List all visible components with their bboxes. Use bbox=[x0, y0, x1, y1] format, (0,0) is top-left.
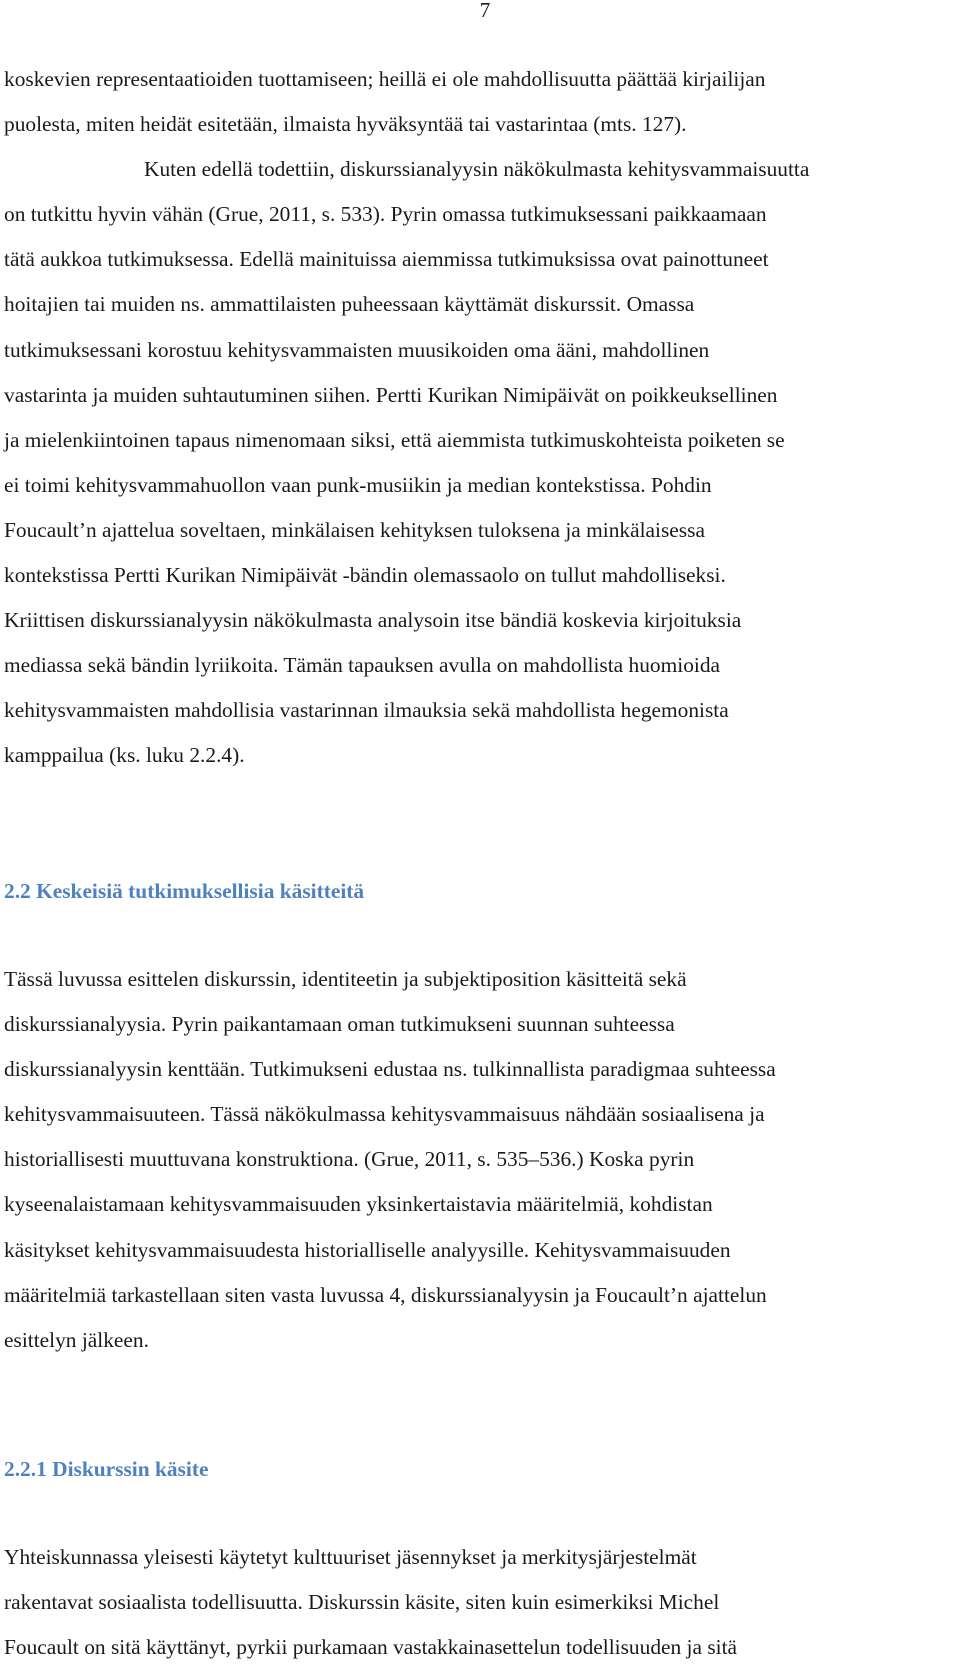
text-line: koskevien representaatioiden tuottamiseen; heillä ei ole mahdollisuutta päättää kirjailijan bbox=[4, 67, 766, 91]
page-number: 7 bbox=[479, 0, 491, 22]
text-line: historiallisesti muuttuvana konstruktiona. (Grue, 2011, s. 535–536.) Koska pyrin bbox=[4, 1147, 695, 1172]
text-line: kontekstissa Pertti Kurikan Nimipäivät -bändin olemassaolo on tullut mahdolliseksi. bbox=[4, 563, 726, 588]
text-line: mediassa sekä bändin lyriikoita. Tämän tapauksen avulla on mahdollista huomioida bbox=[4, 653, 721, 678]
paragraph-discourse bbox=[4, 1535, 956, 1670]
section-heading-2-2: 2.2 Keskeisiä tutkimuksellisia käsitteitä bbox=[4, 879, 365, 903]
text-line: Kriittisen diskurssianalyysin näkökulmasta analysoin itse bändiä koskevia kirjoituksia bbox=[4, 608, 742, 633]
text-line: kehitysvammaisuuteen. Tässä näkökulmassa kehitysvammaisuus nähdään sosiaalisena ja bbox=[4, 1102, 765, 1127]
text-line: puolesta, miten heidät esitetään, ilmaista hyväksyntää tai vastarintaa (mts. 127). bbox=[4, 112, 687, 137]
text-line: diskurssianalyysia. Pyrin paikantamaan oman tutkimukseni suunnan suhteessa bbox=[4, 1012, 675, 1037]
text-line: kehitysvammaisten mahdollisia vastarinnan ilmauksia sekä mahdollista hegemonista bbox=[4, 698, 729, 723]
text-line: kamppailua (ks. luku 2.2.4). bbox=[4, 743, 245, 768]
text-line: Yhteiskunnassa yleisesti käytetyt kulttuuriset jäsennykset ja merkitysjärjestelmät bbox=[4, 1545, 697, 1569]
text-line: tätä aukkoa tutkimuksessa. Edellä mainituissa aiemmissa tutkimuksissa ovat painottuneet bbox=[4, 247, 769, 272]
text-line: kyseenalaistamaan kehitysvammaisuuden yksinkertaistavia määritelmiä, kohdistan bbox=[4, 1192, 713, 1217]
text-line: esittelyn jälkeen. bbox=[4, 1327, 149, 1352]
text-line: rakentavat sosiaalista todellisuutta. Diskurssin käsite, siten kuin esimerkiksi Michel bbox=[4, 1590, 720, 1615]
text-line: Foucault’n ajattelua soveltaen, minkälaisen kehityksen tuloksena ja minkälaisessa bbox=[4, 517, 705, 542]
section-heading-2-2-1: 2.2.1 Diskurssin käsite bbox=[4, 1457, 209, 1481]
paragraph-concepts bbox=[4, 957, 956, 1363]
text-line-indented: Kuten edellä todettiin, diskurssianalyysin näkökulmasta kehitysvammaisuutta bbox=[144, 157, 810, 182]
text-line: on tutkittu hyvin vähän (Grue, 2011, s. 533). Pyrin omassa tutkimuksessani paikkaamaan bbox=[4, 202, 767, 227]
text-line: diskurssianalyysin kenttään. Tutkimukseni edustaa ns. tulkinnallista paradigmaa suhteessa bbox=[4, 1057, 776, 1082]
text-line: ei toimi kehitysvammahuollon vaan punk-musiikin ja median kontekstissa. Pohdin bbox=[4, 472, 712, 497]
text-line: määritelmiä tarkastellaan siten vasta luvussa 4, diskurssianalyysin ja Foucault’n ajattelun bbox=[4, 1282, 767, 1307]
paragraph-intro bbox=[4, 57, 956, 779]
text-line: vastarinta ja muiden suhtautuminen siihen. Pertti Kurikan Nimipäivät on poikkeuksellinen bbox=[4, 382, 778, 407]
text-line: tutkimuksessani korostuu kehitysvammaisten muusikoiden oma ääni, mahdollinen bbox=[4, 337, 710, 362]
text-line: käsitykset kehitysvammaisuudesta historialliselle analyysille. Kehitysvammaisuuden bbox=[4, 1237, 731, 1262]
text-line: ja mielenkiintoinen tapaus nimenomaan siksi, että aiemmista tutkimuskohteista poiketen se bbox=[4, 427, 785, 452]
text-line: hoitajien tai muiden ns. ammattilaisten puheessaan käyttämät diskurssit. Omassa bbox=[4, 292, 695, 317]
text-line: Foucault on sitä käyttänyt, pyrkii purkamaan vastakkainasettelun todellisuuden ja sitä bbox=[4, 1635, 738, 1660]
text-line: Tässä luvussa esittelen diskurssin, identiteetin ja subjektiposition käsitteitä sekä bbox=[4, 967, 687, 991]
